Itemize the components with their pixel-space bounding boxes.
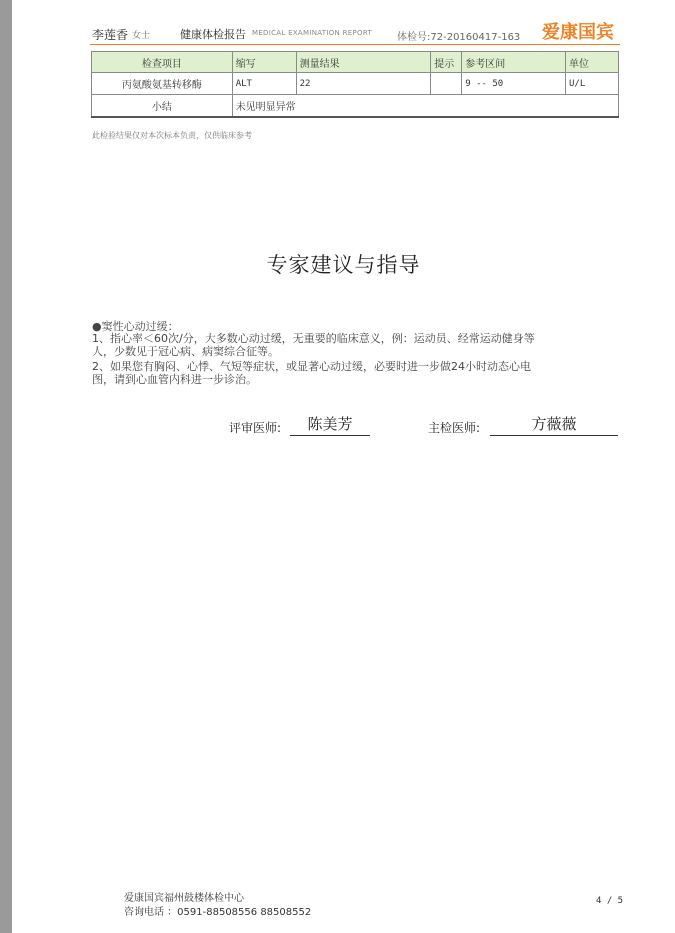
summary-row: [92, 95, 619, 118]
chief-signature-line: [490, 435, 618, 436]
chief-signature: 方薇薇: [531, 415, 577, 433]
column-header: 参考区间: [462, 52, 566, 73]
brand-logo: 爱康国宾: [542, 22, 614, 43]
column-header: 检查项目: [92, 52, 233, 73]
results-table: [91, 51, 619, 118]
column-header: 测量结果: [296, 52, 431, 73]
report-page: [12, 0, 675, 933]
column-header: 单位: [566, 52, 619, 73]
footer-phone: 咨询电话 ：0591-88508556 88508552: [124, 907, 312, 918]
advice-line: 人，少数见于冠心病、病窦综合征等。: [92, 345, 279, 358]
page-number: 4 / 5: [596, 896, 624, 906]
item-abbr: ALT: [232, 73, 296, 95]
report-title-en: MEDICAL EXAMINATION REPORT: [252, 29, 373, 37]
chief-label: 主检医师:: [428, 421, 481, 435]
advice-line: 1、指心率＜60次/分，大多数心动过缓，无重要的临床意义，例：运动员、经常运动健身等: [92, 332, 535, 345]
item-value: 22: [296, 73, 431, 95]
advice-heading: ●窦性心动过缓：: [92, 320, 179, 333]
table-header-row: [92, 52, 619, 73]
disclaimer-note: 此检验结果仅对本次标本负责，仅供临床参考: [92, 131, 252, 140]
reviewer-signature-line: [290, 435, 370, 436]
footer-org: 爱康国宾福州鼓楼体检中心: [124, 893, 244, 904]
reviewer-signature: 陈美芳: [307, 415, 353, 433]
item-name: 丙氨酸氨基转移酶: [92, 73, 233, 95]
advice-item-1: [92, 332, 622, 358]
header-divider: [90, 44, 620, 45]
advice-item-2: [92, 360, 622, 386]
item-hint: [431, 73, 462, 95]
patient-sex: 女士: [132, 31, 151, 41]
report-title: 健康体检报告: [180, 28, 246, 41]
item-range: 9 -- 50: [462, 73, 566, 95]
patient-name: 李莲香: [92, 28, 129, 42]
column-header: 提示: [431, 52, 462, 73]
summary-label: 小结: [92, 95, 233, 118]
advice-title: 专家建议与指导: [266, 253, 421, 277]
summary-text: 未见明显异常: [232, 95, 618, 118]
exam-id: 体检号:72-20160417-163: [397, 32, 521, 43]
reviewer-label: 评审医师:: [229, 421, 282, 435]
table-row: [92, 73, 619, 95]
page-header: [12, 0, 675, 46]
advice-line: 图，请到心血管内科进一步诊治。: [92, 373, 257, 386]
item-unit: U/L: [566, 73, 619, 95]
column-header: 缩写: [232, 52, 296, 73]
advice-line: 2、如果您有胸闷、心悸、气短等症状，或显著心动过缓，必要时进一步做24小时动态心电: [92, 360, 531, 373]
